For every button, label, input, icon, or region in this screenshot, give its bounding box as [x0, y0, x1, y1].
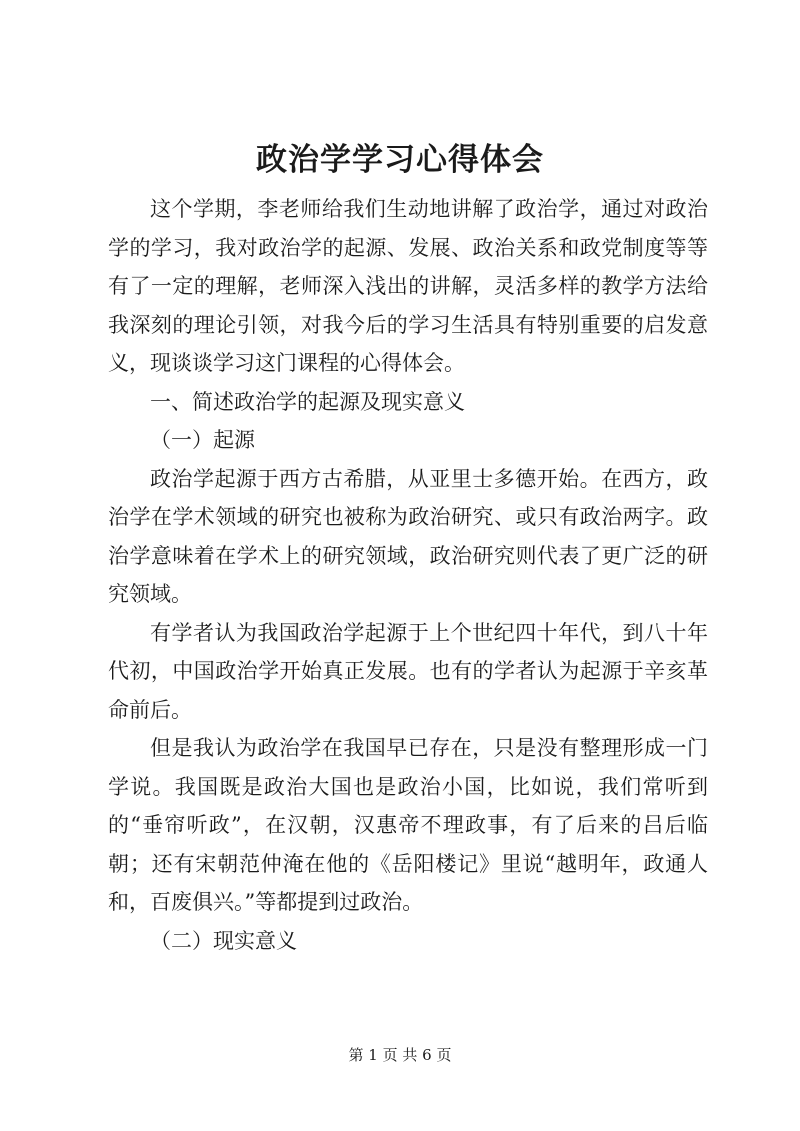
- paragraph-origin-china: 有学者认为我国政治学起源于上个世纪四十年代，到八十年代初，中国政治学开始真正发展。也有的学者认为起源于辛亥革命前后。: [108, 620, 708, 722]
- document-body: [108, 190, 708, 960]
- subsection-heading-origin: （一）起源: [150, 428, 255, 452]
- paragraph-origin-opinion: 但是我认为政治学在我国早已存在，只是没有整理形成一门学说。我国既是政治大国也是政治小国，比如说，我们常听到的“垂帘听政”，在汉朝，汉惠帝不理政事，有了后来的吕后临朝；还有宋朝范仲淹在他的《岳阳楼记》里说“越明年，政通人和，百废俱兴。”等都提到过政治。: [108, 736, 708, 914]
- paragraph-origin-west: 政治学起源于西方古希腊，从亚里士多德开始。在西方，政治学在学术领域的研究也被称为政治研究、或只有政治两字。政治学意味着在学术上的研究领域，政治研究则代表了更广泛的研究领域。: [108, 466, 708, 606]
- document-title: 政治学学习心得体会: [256, 142, 544, 178]
- paragraph-intro: 这个学期，李老师给我们生动地讲解了政治学，通过对政治学的学习，我对政治学的起源、发展、政治关系和政党制度等等有了一定的理解，老师深入浅出的讲解，灵活多样的教学方法给我深刻的理论引领，对我今后的学习生活具有特别重要的启发意义，现谈谈学习这门课程的心得体会。: [108, 197, 708, 375]
- section-heading-1: 一、简述政治学的起源及现实意义: [150, 389, 465, 414]
- subsection-heading-significance: （二）现实意义: [150, 928, 297, 953]
- page-number-footer: 第 1 页 共 6 页: [348, 1046, 452, 1064]
